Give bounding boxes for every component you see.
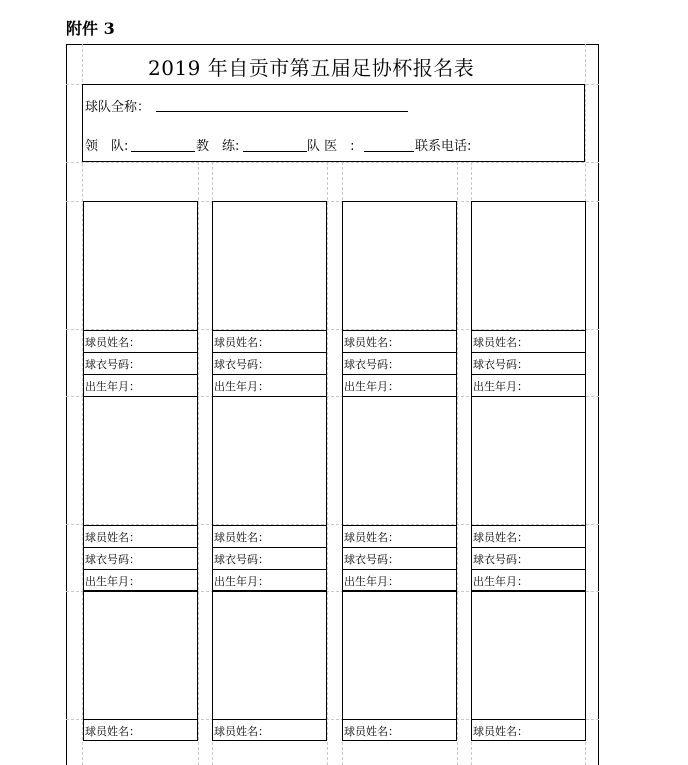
jersey-number-label: 球衣号码： (473, 358, 528, 371)
player-card (471, 591, 586, 741)
player-card (83, 591, 198, 741)
player-name-field[interactable] (343, 330, 456, 352)
coach-label: 教 练: (196, 139, 240, 154)
jersey-number-label: 球衣号码： (214, 553, 269, 566)
photo-area[interactable] (343, 592, 456, 720)
player-name-field[interactable] (472, 719, 585, 741)
leader-field[interactable] (131, 151, 195, 152)
player-name-label: 球员姓名： (85, 336, 140, 349)
player-name-field[interactable] (213, 330, 326, 352)
player-card (83, 201, 198, 397)
player-name-label: 球员姓名： (344, 336, 399, 349)
player-card (342, 396, 457, 591)
birth-date-field[interactable] (213, 569, 326, 591)
photo-area[interactable] (213, 397, 326, 525)
player-name-label: 球员姓名： (473, 336, 528, 349)
player-card (471, 396, 586, 591)
player-card (342, 201, 457, 397)
player-name-label: 球员姓名： (214, 531, 269, 544)
birth-date-field[interactable] (343, 569, 456, 591)
photo-area[interactable] (472, 592, 585, 720)
jersey-number-label: 球衣号码： (214, 358, 269, 371)
guide-line (457, 162, 458, 765)
photo-area[interactable] (213, 592, 326, 720)
team-name-label: 球队全称： (85, 100, 151, 115)
player-name-label: 球员姓名： (473, 531, 528, 544)
jersey-number-label: 球衣号码： (344, 553, 399, 566)
jersey-number-field[interactable] (213, 352, 326, 374)
player-name-label: 球员姓名： (214, 336, 269, 349)
photo-area[interactable] (84, 202, 197, 330)
birth-date-label: 出生年月： (85, 380, 140, 393)
player-name-field[interactable] (84, 719, 197, 741)
player-card (342, 591, 457, 741)
birth-date-field[interactable] (343, 374, 456, 396)
photo-area[interactable] (84, 592, 197, 720)
form-title: 2019 年自贡市第五届足协杯报名表 (148, 56, 475, 80)
player-card (212, 591, 327, 741)
player-card (83, 396, 198, 591)
attachment-label: 附件 3 (66, 19, 115, 38)
player-name-field[interactable] (343, 719, 456, 741)
jersey-number-label: 球衣号码： (85, 358, 140, 371)
jersey-number-field[interactable] (343, 547, 456, 569)
team-name-field[interactable] (156, 111, 408, 112)
jersey-number-field[interactable] (84, 547, 197, 569)
jersey-number-label: 球衣号码： (344, 358, 399, 371)
birth-date-label: 出生年月： (344, 575, 399, 588)
guide-line (198, 162, 199, 765)
player-name-label: 球员姓名： (85, 531, 140, 544)
photo-area[interactable] (213, 202, 326, 330)
jersey-number-field[interactable] (472, 547, 585, 569)
player-name-field[interactable] (213, 525, 326, 547)
photo-area[interactable] (472, 202, 585, 330)
player-name-field[interactable] (84, 330, 197, 352)
jersey-number-label: 球衣号码： (85, 553, 140, 566)
birth-date-field[interactable] (84, 569, 197, 591)
player-name-label: 球员姓名： (344, 725, 399, 738)
guide-line (66, 162, 599, 163)
player-name-label: 球员姓名： (214, 725, 269, 738)
player-name-field[interactable] (472, 330, 585, 352)
jersey-number-field[interactable] (472, 352, 585, 374)
player-card (212, 201, 327, 397)
jersey-number-field[interactable] (343, 352, 456, 374)
guide-line (327, 162, 328, 765)
player-card (471, 201, 586, 397)
leader-label: 领 队: (85, 139, 129, 154)
player-card (212, 396, 327, 591)
photo-area[interactable] (84, 397, 197, 525)
jersey-number-field[interactable] (84, 352, 197, 374)
birth-date-label: 出生年月： (473, 380, 528, 393)
birth-date-field[interactable] (472, 374, 585, 396)
birth-date-label: 出生年月： (473, 575, 528, 588)
birth-date-label: 出生年月： (85, 575, 140, 588)
photo-area[interactable] (343, 397, 456, 525)
jersey-number-label: 球衣号码： (473, 553, 528, 566)
player-name-field[interactable] (343, 525, 456, 547)
birth-date-label: 出生年月： (344, 380, 399, 393)
birth-date-label: 出生年月： (214, 575, 269, 588)
jersey-number-field[interactable] (213, 547, 326, 569)
player-name-field[interactable] (84, 525, 197, 547)
player-name-label: 球员姓名： (85, 725, 140, 738)
player-name-label: 球员姓名： (473, 725, 528, 738)
coach-field[interactable] (243, 151, 307, 152)
birth-date-field[interactable] (84, 374, 197, 396)
birth-date-label: 出生年月： (214, 380, 269, 393)
player-name-field[interactable] (213, 719, 326, 741)
phone-label: 联系电话: (415, 139, 472, 154)
doctor-label: 队 医 : (307, 139, 355, 154)
doctor-field[interactable] (364, 151, 414, 152)
birth-date-field[interactable] (213, 374, 326, 396)
birth-date-field[interactable] (472, 569, 585, 591)
photo-area[interactable] (343, 202, 456, 330)
photo-area[interactable] (472, 397, 585, 525)
player-name-label: 球员姓名： (344, 531, 399, 544)
player-name-field[interactable] (472, 525, 585, 547)
